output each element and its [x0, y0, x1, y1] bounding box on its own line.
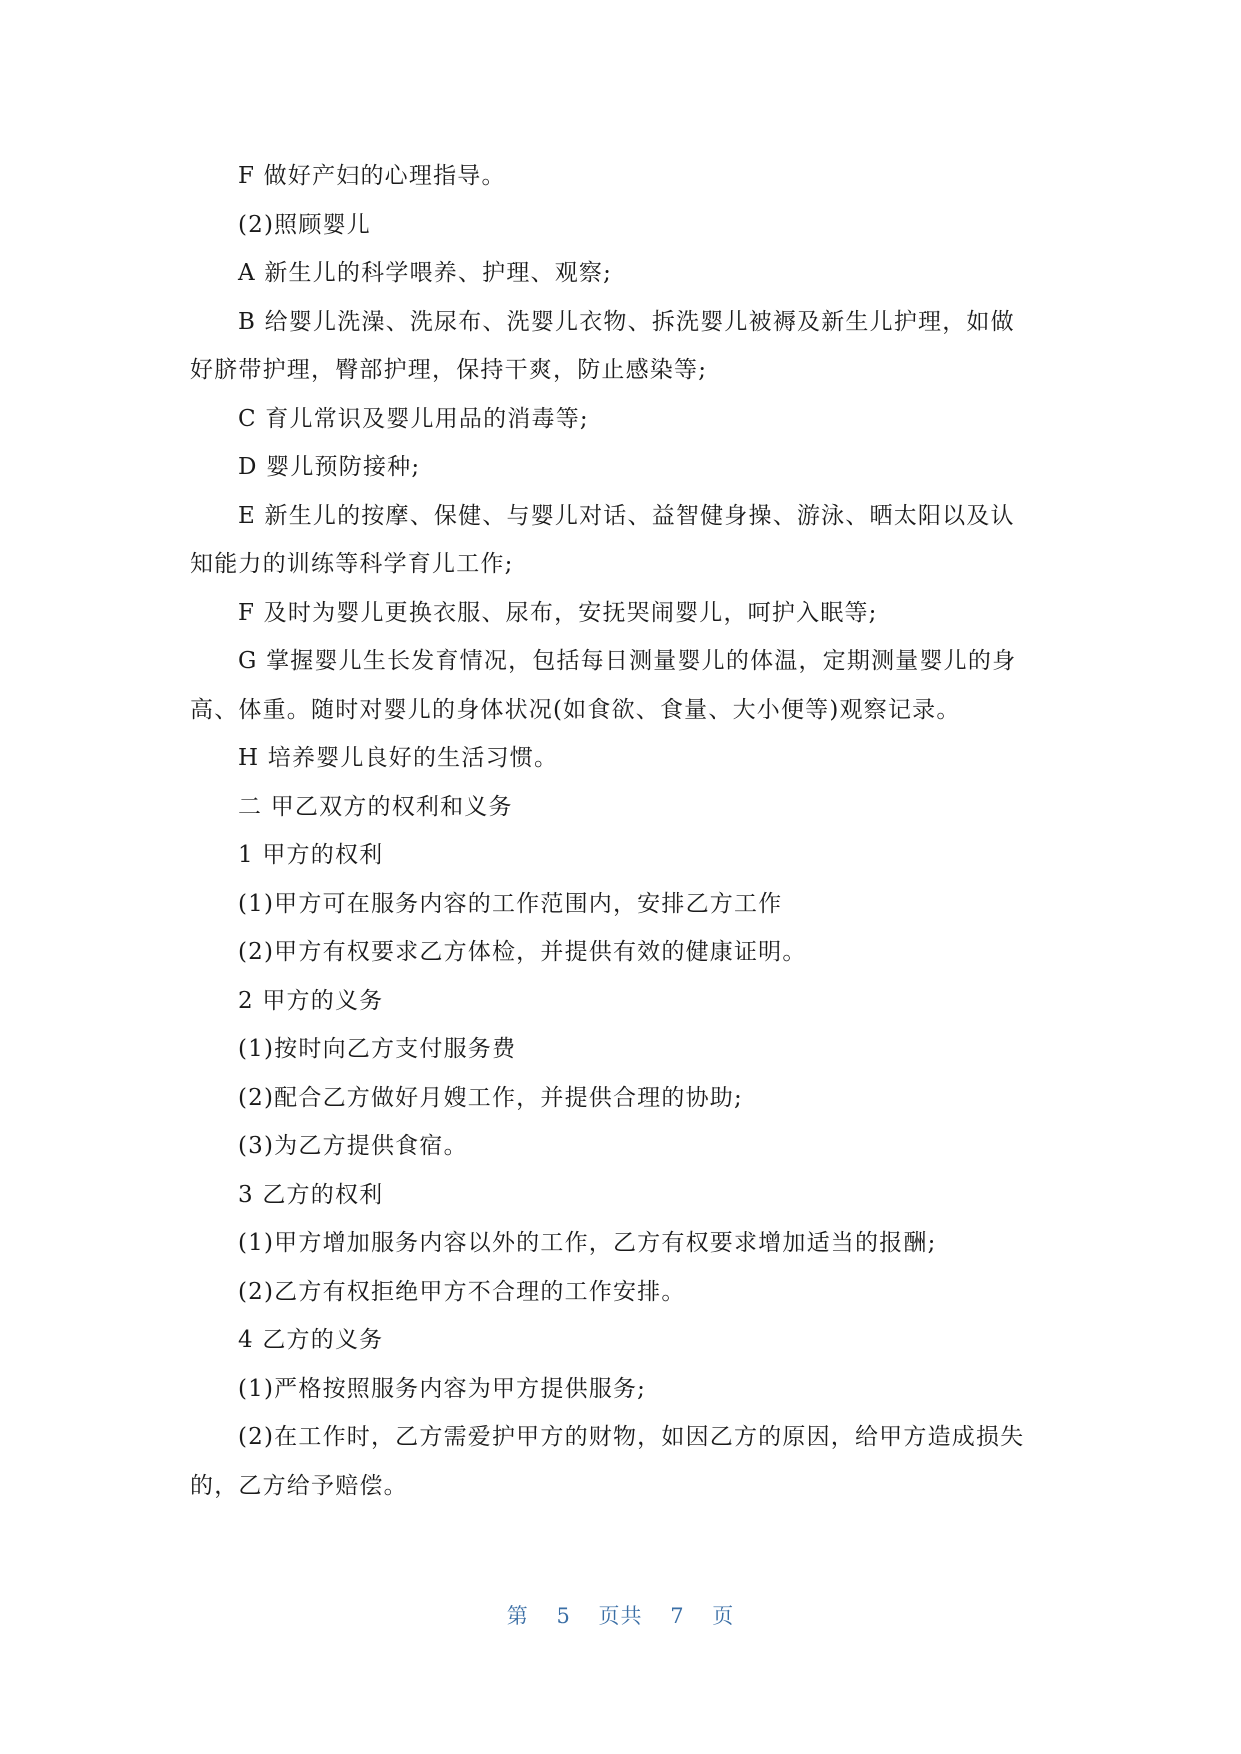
text-line: F 做好产妇的心理指导。 [238, 163, 506, 189]
text-line: 4 乙方的义务 [238, 1327, 384, 1353]
text-line: 好脐带护理，臀部护理，保持干爽，防止感染等; [190, 357, 708, 383]
text-line: 2 甲方的义务 [238, 987, 384, 1014]
text-line: (2)在工作时，乙方需爱护甲方的财物，如因乙方的原因，给甲方造成损失 [238, 1424, 1025, 1450]
footer-suffix: 页 [712, 1604, 735, 1628]
text-line: (1)按时向乙方支付服务费 [238, 1036, 517, 1062]
text-line: (1)甲方可在服务内容的工作范围内，安排乙方工作 [238, 890, 783, 917]
text-line: (1)甲方增加服务内容以外的工作，乙方有权要求增加适当的报酬; [238, 1230, 937, 1256]
text-line: 3 乙方的权利 [238, 1181, 384, 1208]
text-line: 高、体重。随时对婴儿的身体状况(如食欲、食量、大小便等)观察记录。 [190, 696, 961, 723]
footer-prefix: 第 [506, 1604, 529, 1628]
text-line: (2)照顾婴儿 [238, 211, 371, 238]
text-line: B 给婴儿洗澡、洗尿布、洗婴儿衣物、拆洗婴儿被褥及新生儿护理，如做 [238, 308, 1015, 335]
text-line: H 培养婴儿良好的生活习惯。 [238, 745, 559, 771]
text-line: 1 甲方的权利 [238, 842, 384, 868]
text-line: 知能力的训练等科学育儿工作; [190, 551, 514, 577]
text-line: (2)乙方有权拒绝甲方不合理的工作安排。 [238, 1278, 686, 1305]
document-body [190, 152, 1050, 1510]
text-line: (2)甲方有权要求乙方体检，并提供有效的健康证明。 [238, 939, 807, 965]
text-line: 的，乙方给予赔偿。 [190, 1472, 408, 1499]
footer-current-page: 5 [556, 1604, 571, 1628]
text-line: D 婴儿预防接种; [238, 454, 421, 480]
text-line: A 新生儿的科学喂养、护理、观察; [238, 260, 613, 286]
text-line: E 新生儿的按摩、保健、与婴儿对话、益智健身操、游泳、晒太阳以及认 [238, 502, 1015, 529]
text-line: C 育儿常识及婴儿用品的消毒等; [238, 405, 589, 432]
footer-total-pages: 7 [670, 1604, 685, 1628]
footer-middle: 页共 [598, 1604, 643, 1628]
text-line: (3)为乙方提供食宿。 [238, 1133, 468, 1159]
text-line: 二 甲乙双方的权利和义务 [238, 793, 513, 820]
text-line: G 掌握婴儿生长发育情况，包括每日测量婴儿的体温，定期测量婴儿的身 [238, 648, 1017, 674]
text-line: F 及时为婴儿更换衣服、尿布，安抚哭闹婴儿，呵护入眠等; [238, 599, 878, 626]
text-line: (1)严格按照服务内容为甲方提供服务; [238, 1375, 647, 1402]
page-footer [0, 1600, 1241, 1630]
text-line: (2)配合乙方做好月嫂工作，并提供合理的协助; [238, 1084, 743, 1111]
